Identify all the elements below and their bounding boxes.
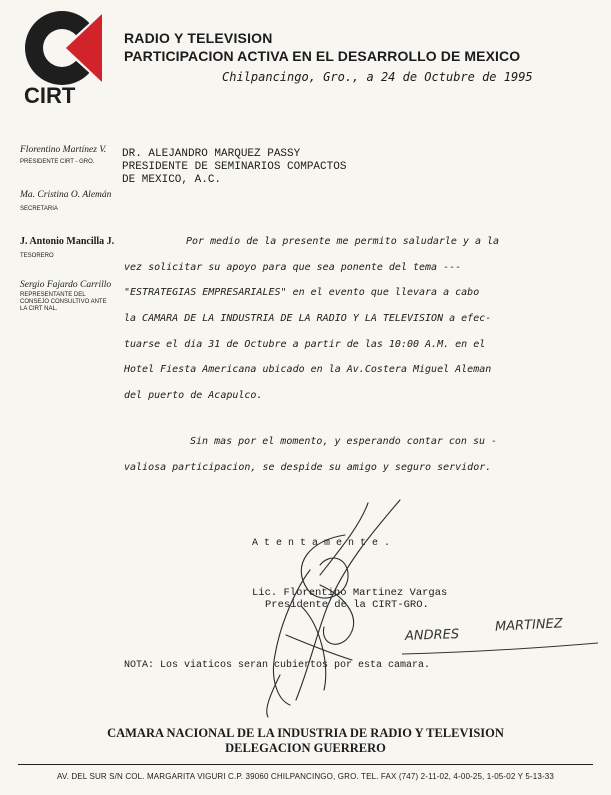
footer-address: AV. DEL SUR S/N COL. MARGARITA VIGURI C.P. 39060 CHILPANCINGO, GRO. TEL. FAX (747) 2-11-02, 4-00-25, 1-05-02 Y 5-13-33 xyxy=(56,772,554,781)
staff-member xyxy=(20,236,114,260)
letter-date: Chilpancingo, Gro., a 24 de Octubre de 1995 xyxy=(222,70,533,84)
staff-member xyxy=(20,190,112,213)
note: NOTA: Los viaticos seran cubiertos por esta camara. xyxy=(124,660,431,671)
body-line: valiosa participacion, se despide su amigo y seguro servidor. xyxy=(124,462,492,473)
footer-title: CAMARA NACIONAL DE LA INDUSTRIA DE RADIO Y TELEVISION xyxy=(107,726,504,740)
staff-name: Sergio Fajardo Carrillo xyxy=(20,280,112,290)
logo-text: CIRT xyxy=(24,83,76,106)
body-line: la CAMARA DE LA INDUSTRIA DE LA RADIO Y LA TELEVISION a efec- xyxy=(124,313,492,324)
body-line: "ESTRATEGIAS EMPRESARIALES" en el evento que llevara a cabo xyxy=(124,287,480,298)
staff-role: SECRETARIA xyxy=(20,206,58,212)
handwritten-last-name: MARTINEZ xyxy=(494,616,564,635)
staff-name: Florentino Martínez V. xyxy=(20,145,107,155)
signer-name: Lic. Florentino Martinez Vargas xyxy=(252,587,448,599)
body-line: vez solicitar su apoyo para que sea ponente del tema --- xyxy=(124,262,462,273)
body-line: Sin mas por el momento, y esperando contar con su - xyxy=(190,436,498,447)
body-line: Hotel Fiesta Americana ubicado en la Av.Costera Miguel Aleman xyxy=(124,364,492,375)
handwritten-first-name: ANDRES xyxy=(404,627,460,644)
staff-name: J. Antonio Mancilla J. xyxy=(20,236,115,247)
body-line: tuarse el dia 31 de Octubre a partir de las 10:00 A.M. en el xyxy=(124,339,486,350)
letterhead-line-1: RADIO Y TELEVISION xyxy=(124,30,273,46)
staff-name: Ma. Cristina O. Alemán xyxy=(20,190,112,200)
footer-subtitle: DELEGACION GUERRERO xyxy=(225,741,386,755)
staff-role: REPRESENTANTE DEL CONSEJO CONSULTIVO ANTE LA CIRT NAL. xyxy=(20,292,107,312)
signature xyxy=(250,495,450,720)
recipient-line: PRESIDENTE DE SEMINARIOS COMPACTOS xyxy=(122,161,347,173)
footer-divider xyxy=(18,764,593,765)
staff-member xyxy=(20,145,112,166)
recipient-block xyxy=(122,148,346,187)
signer-title: Presidente de la CIRT-GRO. xyxy=(265,599,429,611)
letterhead-line-2: PARTICIPACION ACTIVA EN EL DESARROLLO DE MEXICO xyxy=(124,48,521,64)
closing: A t e n t a m e n t e . xyxy=(252,538,391,549)
cirt-logo xyxy=(22,8,106,106)
body-line: Por medio de la presente me permito saludarle y a la xyxy=(186,236,500,247)
recipient-line: DE MEXICO, A.C. xyxy=(122,174,222,186)
staff-role: PRESIDENTE CIRT - GRO. xyxy=(20,159,95,165)
staff-role: TESORERO xyxy=(20,253,54,259)
body-line: del puerto de Acapulco. xyxy=(124,390,263,401)
recipient-line: DR. ALEJANDRO MARQUEZ PASSY xyxy=(122,148,301,160)
staff-member xyxy=(20,280,112,313)
